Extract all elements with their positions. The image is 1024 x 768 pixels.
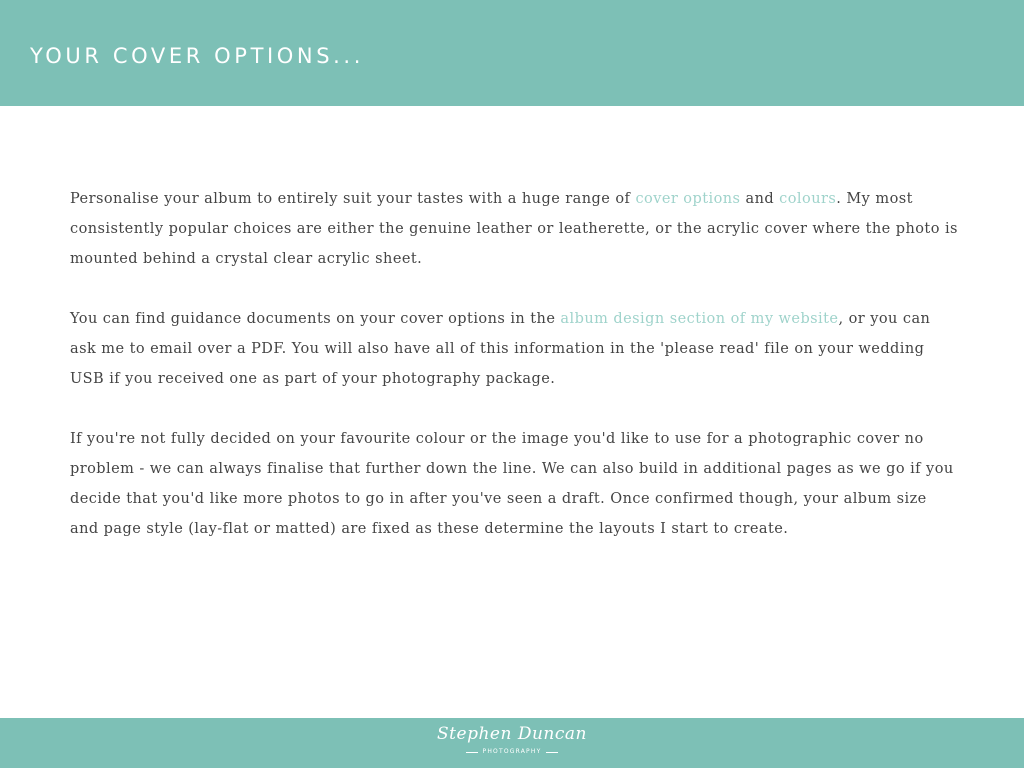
logo-subtitle: PHOTOGRAPHY xyxy=(482,748,542,755)
album-design-link[interactable]: album design section of my website xyxy=(560,311,839,327)
header-banner xyxy=(0,0,1024,106)
footer-banner xyxy=(0,718,1024,768)
paragraph-guidance xyxy=(70,304,960,394)
paragraph-text: and xyxy=(740,191,780,207)
paragraph-cover-options xyxy=(70,184,960,274)
paragraph-finalise: If you're not fully decided on your favourite colour or the image you'd like to use for a photographic cover no problem - we can always finalise that further down the line. We can also build in additional pages as we go if you decide that you'd like more photos to go in after you've seen a draft. Once confirmed though, your album size and page style (lay-flat or matted) are fixed as these determine the layouts I start to create. xyxy=(70,431,954,537)
logo-signature: Stephen Duncan xyxy=(437,724,587,744)
brand-logo xyxy=(432,722,592,764)
paragraph-text: , or you can ask me to email over a PDF. You will also have all of this information in the 'please read' file on your wedding USB if you received one as part of your photography package. xyxy=(70,311,931,387)
paragraph-text: Personalise your album to entirely suit your tastes with a huge range of xyxy=(70,191,636,207)
colours-link[interactable]: colours xyxy=(779,191,837,207)
cover-options-link[interactable]: cover options xyxy=(635,191,741,207)
paragraph-text: You can find guidance documents on your cover options in the xyxy=(70,311,561,327)
main-content xyxy=(70,184,960,574)
paragraph-text: . My most consistently popular choices are either the genuine leather or leatherette, or the acrylic cover where the photo is mounted behind a crystal clear acrylic sheet. xyxy=(70,191,958,267)
page-title: YOUR COVER OPTIONS... xyxy=(30,44,364,68)
